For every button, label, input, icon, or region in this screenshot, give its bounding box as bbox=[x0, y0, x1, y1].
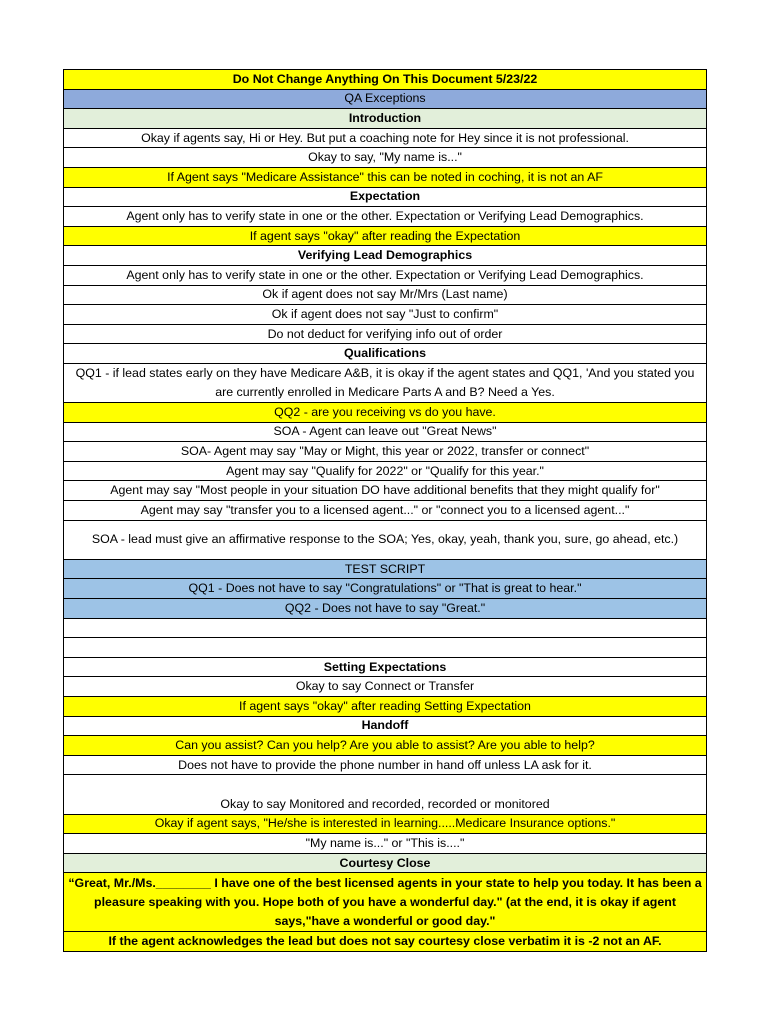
table-row bbox=[64, 207, 707, 227]
row-text: “Great, Mr./Ms.________ I have one of the best licensed agents in your state to help you today. It has been a pleasure speaking with you. Hope both of you have a wonderful day." (at the end, it is okay if agent says,"have a wonderful or good day." bbox=[68, 875, 702, 928]
table-row bbox=[64, 442, 707, 462]
row-text: If Agent says "Medicare Assistance" this can be noted in coching, it is not an AF bbox=[167, 169, 603, 184]
row-text: Okay to say Monitored and recorded, recorded or monitored bbox=[220, 796, 550, 811]
table-row bbox=[64, 736, 707, 756]
table-row bbox=[64, 403, 707, 423]
table-row bbox=[64, 286, 707, 306]
row-text: Ok if agent does not say Mr/Mrs (Last name) bbox=[262, 287, 508, 302]
row-text: QQ1 - if lead states early on they have Medicare A&B, it is okay if the agent states and QQ1, 'And you stated you are currently enrolled in Medicare Parts A and B? Need a Yes. bbox=[75, 366, 695, 399]
table-row bbox=[64, 246, 707, 266]
row-text: QQ1 - Does not have to say "Congratulations" or "That is great to hear." bbox=[188, 581, 582, 596]
row-text: If the agent acknowledges the lead but does not say courtesy close verbatim it is -2 not an AF. bbox=[108, 933, 662, 948]
table-row bbox=[64, 873, 707, 932]
row-text: Courtesy Close bbox=[339, 855, 431, 870]
table-row bbox=[64, 932, 707, 952]
table-row bbox=[64, 70, 707, 90]
row-text: SOA - lead must give an affirmative response to the SOA; Yes, okay, yeah, thank you, sure, go ahead, etc.) bbox=[91, 532, 679, 547]
table-row bbox=[64, 423, 707, 443]
row-text: Introduction bbox=[348, 110, 422, 125]
row-text: QQ2 - are you receiving vs do you have. bbox=[274, 404, 496, 419]
row-text: Does not have to provide the phone number in hand off unless LA ask for it. bbox=[178, 757, 592, 772]
row-text: Okay if agents say, Hi or Hey. But put a coaching note for Hey since it is not professional. bbox=[141, 130, 629, 145]
table-row bbox=[64, 815, 707, 835]
row-text: Setting Expectations bbox=[323, 659, 447, 674]
row-text: Expectation bbox=[349, 189, 421, 204]
row-text: Agent may say "Most people in your situation DO have additional benefits that they might qualify for" bbox=[110, 483, 660, 498]
table-row bbox=[64, 364, 707, 403]
table-row bbox=[64, 462, 707, 482]
table-row bbox=[64, 344, 707, 364]
row-text: Ok if agent does not say "Just to confirm" bbox=[271, 306, 499, 321]
table-row bbox=[64, 188, 707, 208]
table-row bbox=[64, 90, 707, 110]
row-text: Okay to say Connect or Transfer bbox=[295, 679, 475, 694]
table-row bbox=[64, 579, 707, 599]
row-text: Okay if agent says, "He/she is interested in learning.....Medicare Insurance options." bbox=[154, 816, 616, 831]
table-row bbox=[64, 501, 707, 521]
row-text: Agent only has to verify state in one or the other. Expectation or Verifying Lead Demographics. bbox=[126, 267, 644, 282]
row-text: QQ2 - Does not have to say "Great." bbox=[284, 600, 486, 615]
table-row bbox=[64, 148, 707, 168]
table-row bbox=[64, 109, 707, 129]
table-row bbox=[64, 481, 707, 501]
row-text: "My name is..." or "This is...." bbox=[305, 835, 465, 850]
table-row bbox=[64, 658, 707, 678]
row-text: Verifying Lead Demographics bbox=[297, 248, 473, 263]
row-text: Okay to say, "My name is..." bbox=[308, 150, 462, 165]
table-row bbox=[64, 619, 707, 639]
table-row bbox=[64, 325, 707, 345]
table-row bbox=[64, 599, 707, 619]
table-row bbox=[64, 266, 707, 286]
row-text: Agent may say "Qualify for 2022" or "Qualify for this year." bbox=[226, 463, 544, 478]
table-row bbox=[64, 775, 707, 814]
row-text: QA Exceptions bbox=[344, 91, 426, 106]
row-text: Qualifications bbox=[344, 346, 426, 361]
row-text: Can you assist? Can you help? Are you able to assist? Are you able to help? bbox=[175, 737, 595, 752]
table-row bbox=[64, 129, 707, 149]
table-row bbox=[64, 168, 707, 188]
table-row bbox=[64, 305, 707, 325]
table-row bbox=[64, 697, 707, 717]
row-text: If agent says "okay" after reading Setting Expectation bbox=[239, 698, 531, 713]
row-text: Agent only has to verify state in one or the other. Expectation or Verifying Lead Demographics. bbox=[126, 208, 644, 223]
table-row bbox=[64, 521, 707, 560]
row-text: SOA- Agent may say "May or Might, this year or 2022, transfer or connect" bbox=[180, 444, 590, 459]
table-row bbox=[64, 677, 707, 697]
table-row bbox=[64, 756, 707, 776]
row-text: Agent may say "transfer you to a licensed agent..." or "connect you to a licensed agent..." bbox=[140, 502, 630, 517]
table-row bbox=[64, 854, 707, 874]
qa-exceptions-table bbox=[63, 69, 707, 952]
row-text: SOA - Agent can leave out "Great News" bbox=[273, 424, 497, 439]
row-text: Handoff bbox=[361, 718, 409, 733]
row-text: TEST SCRIPT bbox=[344, 561, 426, 576]
table-row bbox=[64, 638, 707, 658]
table-row bbox=[64, 717, 707, 737]
table-row bbox=[64, 227, 707, 247]
row-text: Do Not Change Anything On This Document 5/23/22 bbox=[232, 71, 538, 86]
row-text: Do not deduct for verifying info out of order bbox=[267, 326, 503, 341]
table-row bbox=[64, 560, 707, 580]
table-row bbox=[64, 834, 707, 854]
row-text: If agent says "okay" after reading the Expectation bbox=[249, 228, 521, 243]
